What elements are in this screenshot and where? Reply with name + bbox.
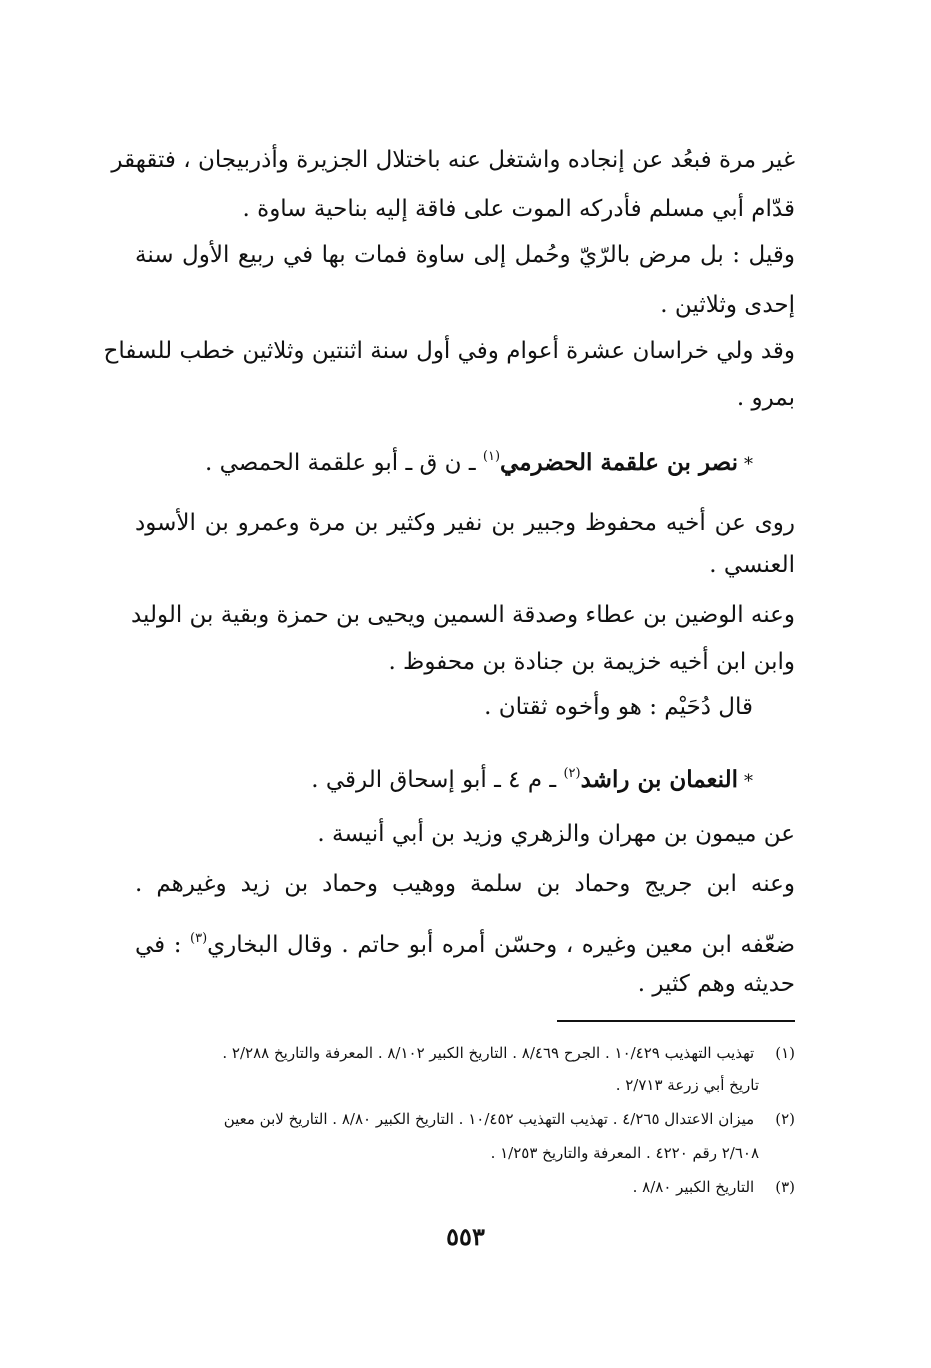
body-line: إحدى وثلاثين . [660,292,795,318]
entry-star: * [744,771,753,792]
footnote-2-cont: ٢/٦٠٨ رقم ٤٢٢٠ . المعرفة والتاريخ ١/٢٥٣ . [490,1144,759,1162]
footnote-number: (٣) [775,1178,795,1196]
footnote-1-cont: تاريخ أبي زرعة ٢/٧١٣ . [615,1076,759,1094]
footnote-2 [135,1106,795,1132]
footnote-separator [557,1020,795,1022]
footnote-number: (١) [775,1044,795,1062]
footnote-text: التاريخ الكبير ٨/٨٠ . [632,1178,755,1196]
body-line: قال دُحَيْم : هو وأخوه ثقتان . [484,694,753,720]
body-line: حديثه وهم كثير . [637,971,795,997]
entry-rest: ـ م ٤ ـ أبو إسحاق الرقي . [311,767,564,793]
body-line: وقيل : بل مرض بالرّيّ وحُمل إلى ساوة فمات بها في ربيع الأول سنة [135,242,795,268]
body-line: وعنه الوضين بن عطاء وصدقة السمين ويحيى بن حمزة وبقية بن الوليد [130,602,795,628]
entry-name: نصر بن علقمة الحضرمي [500,449,738,476]
entry-heading-numan [311,757,753,799]
footnote-number: (٢) [775,1110,795,1128]
body-line: وابن ابن أخيه خزيمة بن جنادة بن محفوظ . [388,649,795,675]
body-line: قدّام أبي مسلم فأدركه الموت على فاقة إليه بناحية ساوة . [242,196,795,222]
body-text: ضعّفه ابن معين وغيره ، وحسّن أمره أبو حاتم . وقال البخاري [207,932,795,958]
footnote-3 [135,1174,795,1200]
body-line [135,922,795,962]
footnote-ref: (١) [482,449,501,464]
page-number: ٥٥٣ [446,1222,485,1251]
body-line: روى عن أخيه محفوظ وجبير بن نفير وكثير بن مرة وعمرو بن الأسود [135,510,795,536]
entry-rest: ـ ن ق ـ أبو علقمة الحمصي . [204,450,483,476]
footnote-ref: (٣) [190,931,208,946]
entry-star: * [744,454,753,475]
body-line: غير مرة فبعُد عن إنجاده واشتغل عنه باختلال الجزيرة وأذربيجان ، فتقهقر [111,147,795,173]
body-line: وعنه ابن جريج وحماد بن سلمة ووهيب وحماد بن زيد وغيرهم . [135,871,795,897]
footnote-ref: (٢) [563,766,581,781]
body-line: وقد ولي خراسان عشرة أعوام وفي أول سنة اثنتين وثلاثين خطب للسفاح [103,338,795,364]
body-line: عن ميمون بن مهران والزهري وزيد بن أبي أنيسة . [317,821,795,847]
entry-heading-nasr [205,440,753,482]
footnote-1 [135,1040,795,1066]
entry-name: النعمان بن راشد [580,766,738,793]
body-line: العنسي . [709,552,795,578]
body-line: بمرو . [736,385,795,411]
footnote-text: ميزان الاعتدال ٤/٢٦٥ . تهذيب التهذيب ١٠/٤٥٢ . التاريخ الكبير ٨/٨٠ . التاريخ لابن معين [223,1110,755,1128]
body-text: : في [135,932,191,958]
footnote-text: تهذيب التهذيب ١٠/٤٢٩ . الجرح ٨/٤٦٩ . التاريخ الكبير ٨/١٠٢ . المعرفة والتاريخ ٢/٢٨٨ . [222,1044,755,1062]
